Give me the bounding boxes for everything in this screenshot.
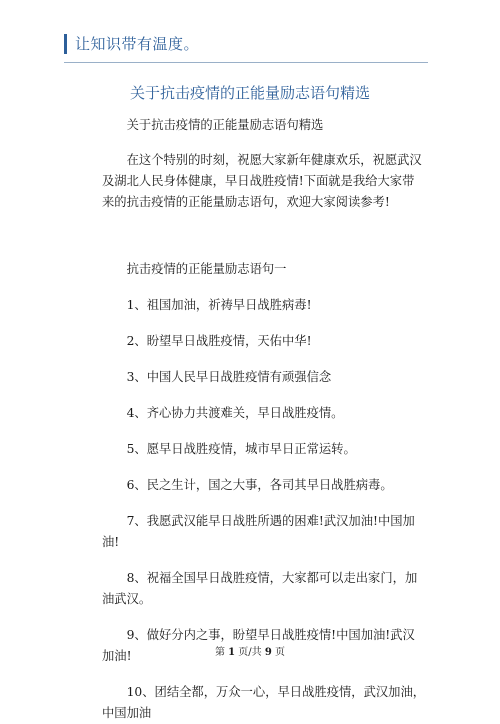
quote-item: 7、我愿武汉能早日战胜所遇的困难!武汉加油!中国加油! [102,514,415,549]
footer-middle: 页/共 [235,647,265,658]
header-accent-bar [64,34,67,54]
quote-item: 3、中国人民早日战胜疫情有顽强信念 [126,370,332,384]
quote-item: 6、民之生计，国之大事，各司其早日战胜病毒。 [126,478,393,492]
total-pages-number: 9 [264,647,272,658]
intro-paragraph: 在这个特别的时刻，祝愿大家新年健康欢乐，祝愿武汉及湖北人民身体健康，早日战胜疫情!下面就是我给大家带来的抗击疫情的正能量励志语句，欢迎大家阅读参考! [102,153,422,209]
page-footer [0,643,500,658]
quote-item: 9、做好分内之事，盼望早日战胜疫情!中国加油!武汉加油! [102,628,415,663]
current-page-number: 1 [228,647,236,658]
footer-suffix: 页 [271,647,286,658]
header-slogan: 让知识带有温度。 [75,35,200,53]
section-heading: 抗击疫情的正能量励志语句一 [126,262,287,276]
header-divider [64,62,428,63]
document-title: 关于抗击疫情的正能量励志语句精选 [129,84,370,102]
quote-item: 8、祝福全国早日战胜疫情，大家都可以走出家门，加油武汉。 [102,571,418,606]
quote-item: 10、团结全都，万众一心，早日战胜疫情，武汉加油，中国加油 [102,685,426,720]
quote-item: 4、齐心协力共渡难关，早日战胜疫情。 [126,406,344,420]
document-subtitle: 关于抗击疫情的正能量励志语句精选 [126,118,324,132]
document-body [102,115,426,724]
page-header [64,33,199,54]
quote-item: 5、愿早日战胜疫情，城市早日正常运转。 [126,442,356,456]
footer-prefix: 第 [214,647,229,658]
quote-item: 2、盼望早日战胜疫情，天佑中华! [126,334,312,348]
quote-item: 1、祖国加油，祈祷早日战胜病毒! [126,298,312,312]
